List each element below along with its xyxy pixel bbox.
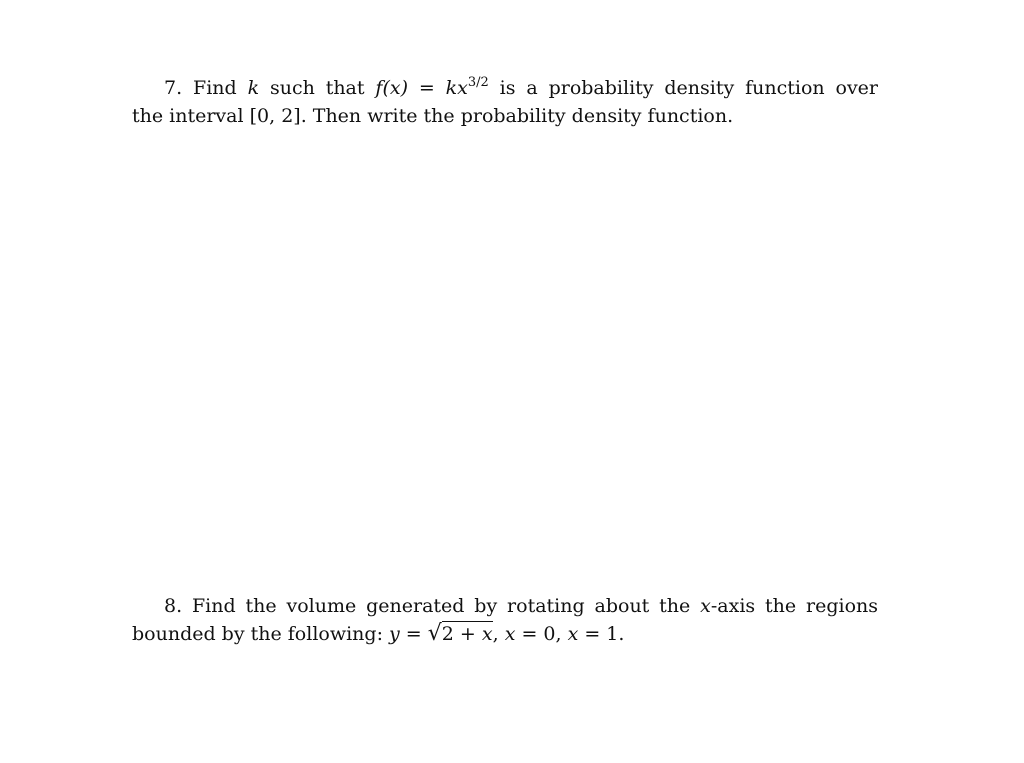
problem-8 xyxy=(132,592,878,648)
problem-7-number: 7. xyxy=(164,77,183,99)
problem-8-line-2: bounded by the following: y = √2 + x, x = 0, x = 1. xyxy=(132,621,625,646)
problem-7 xyxy=(132,74,878,130)
var-x: x xyxy=(700,595,711,617)
var-x-bound-2: x xyxy=(567,623,579,645)
radical-sign: √ xyxy=(427,621,442,646)
exponent-three-halves: 3/2 xyxy=(467,74,489,90)
function-f-of-x: f(x) xyxy=(375,77,408,99)
var-y: y xyxy=(389,623,400,645)
problem-7-line-1: 7. Find k such that $f(x) = kx^{3/2}$ is a probability density function over xyxy=(164,74,879,99)
problem-8-line-1: 8. Find the volume generated by rotating about the x-axis the regions xyxy=(164,595,878,617)
var-x-bound-1: x xyxy=(504,623,516,645)
var-k: k xyxy=(247,77,260,99)
problem-8-number: 8. xyxy=(164,595,183,617)
radicand: 2 + x xyxy=(441,623,493,645)
expression-kx: kx xyxy=(445,77,468,99)
problem-7-line-2: the interval [0, 2]. Then write the probability density function. xyxy=(132,105,734,127)
square-root-expression xyxy=(428,620,493,648)
